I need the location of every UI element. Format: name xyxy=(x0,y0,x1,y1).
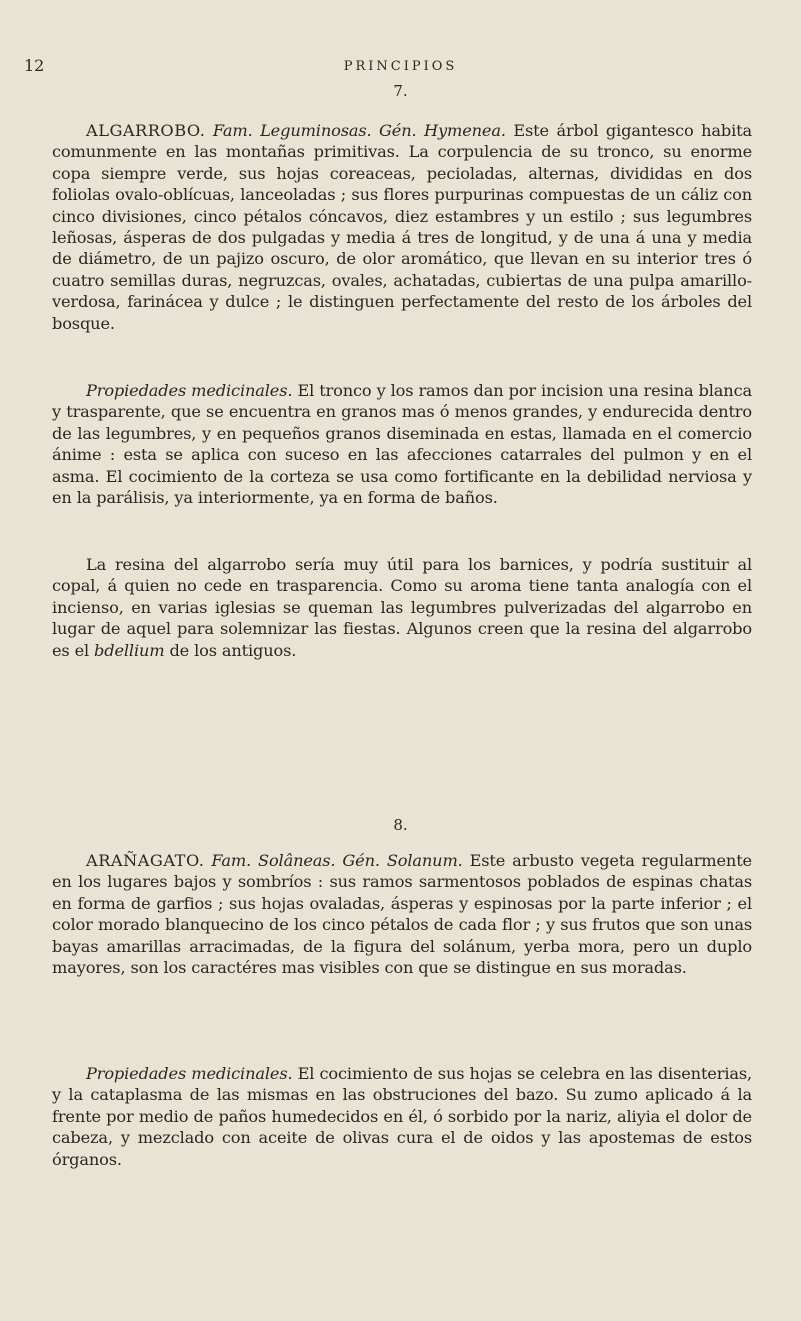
entry-text: Este arbusto vegeta regularmente en los lugares bajos y sombríos : sus ramos sarmentosos poblados de espinas chatas en forma de garfios ; sus hojas ovaladas, ásperas y espinosas por la parte inferior ; el color morado blanquecino de los cinco pétalos de cada flor ; y sus frutos que son unas bayas amarillas arracimadas, de la figura del solánum, yerba mora, pero un duplo mayores, son los caractéres mas visibles con que se distingue en sus moradas. xyxy=(52,851,752,978)
page-number: 12 xyxy=(24,56,45,75)
entry-name: ALGARROBO. xyxy=(86,121,206,140)
extra-text-end: de los antiguos. xyxy=(169,640,297,660)
section-number-8: 8. xyxy=(393,816,408,834)
extra-italic: bdellium xyxy=(94,640,165,660)
entry-family: Fam. Solâneas. xyxy=(211,851,336,870)
running-head: PRINCIPIOS xyxy=(343,59,458,74)
entry-family: Fam. Leguminosas. xyxy=(212,121,372,140)
entry-text: Este árbol gigantesco habita comunmente en las montañas primitivas. La corpulencia de su tronco, su enorme copa siempre verde, sus hojas coreaceas, pecioladas, alternas, divididas en dos foliolas ovalo-oblícuas, lanceoladas ; sus flores purpurinas compuestas de un cáliz con cinco divisiones, cinco pétalos cóncavos, diez estambres y un estilo ; sus legumbres leñosas, ásperas de dos pulgadas y media á tres de longitud, y de una á una y media de diámetro, de un pajizo oscuro, de olor aromático, que llevan en su interior tres ó cuatro semillas duras, negruzcas, ovales, achatadas, cubiertas de una pulpa amarillo-verdosa, farinácea y dulce ; le distinguen perfectamente del resto de los árboles del bosque. xyxy=(52,121,752,333)
extra-text: La resina del algarrobo sería muy útil para los barnices, y podría sustituir al copal, á quien no cede en trasparencia. Como su aroma tiene tanta analogía con el incienso, en varias iglesias se queman las legumbres pulverizadas del algarrobo en lugar de aquel para solemnizar las fiestas. Algunos creen que la resina del algarrobo es el xyxy=(52,555,752,660)
entry-algarrobo-medicinal xyxy=(52,380,752,508)
entry-name: ARAÑAGATO. xyxy=(86,851,205,870)
medicinal-text: El cocimiento de sus hojas se celebra en las disenterias, y la cataplasma de las mismas en las obstruciones del bazo. Su zumo aplicado á la frente por medio de paños humedecidos en él, ó sorbido por la nariz, aliyia el dolor de cabeza, y mezclado con aceite de olivas cura el de oidos y las apostemas de estos órganos. xyxy=(52,1064,752,1169)
medicinal-text: El tronco y los ramos dan por incision una resina blanca y trasparente, que se encuentra en granos mas ó menos grandes, y endurecida dentro de las legumbres, y en pequeños granos diseminada en estas, llamada en el comercio ánime : esta se aplica con suceso en las afecciones catarrales del pulmon y en el asma. El cocimiento de la corteza se usa como fortificante en la debilidad nerviosa y en la parálisis, ya interiormente, ya en forma de baños. xyxy=(52,381,752,508)
entry-genus: Gén. Hymenea. xyxy=(379,121,506,140)
entry-algarrobo-description xyxy=(52,120,752,334)
entry-genus: Gén. Solanum. xyxy=(342,851,463,870)
medicinal-label: Propiedades medicinales. xyxy=(86,1064,293,1083)
section-number-7: 7. xyxy=(393,82,408,100)
entry-aranagato-medicinal xyxy=(52,1063,752,1170)
medicinal-label: Propiedades medicinales. xyxy=(86,381,293,400)
entry-algarrobo-resin xyxy=(52,554,752,661)
entry-aranagato-description xyxy=(52,850,752,978)
